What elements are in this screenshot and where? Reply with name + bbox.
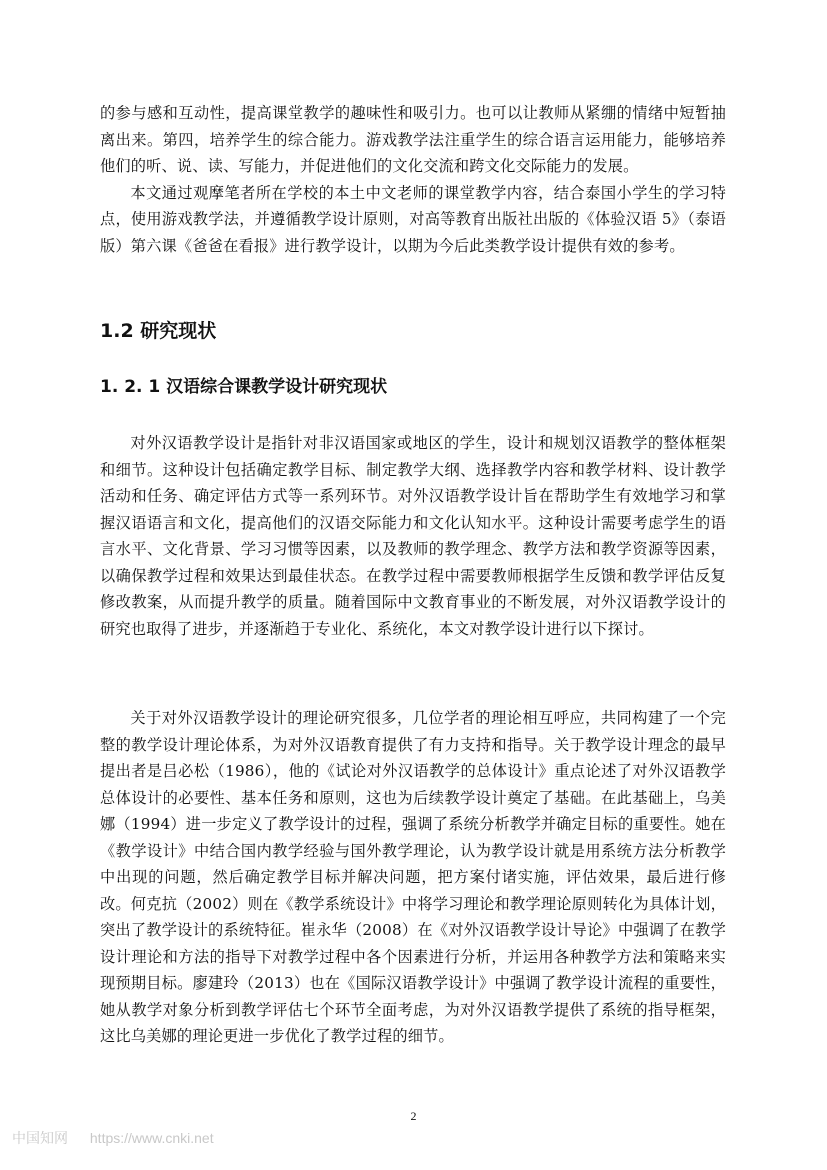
intro-paragraph: 本文通过观摩笔者所在学校的本土中文老师的课堂教学内容，结合泰国小学生的学习特点，使用游戏教学法，并遵循教学设计原则，对高等教育出版社出版的《体验汉语 5》（泰语版）第六课《爸爸在看报》进行教学设计，以期为今后此类教学设计提供有效的参考。 — [100, 183, 726, 255]
section-heading: 1.2 研究现状 — [100, 320, 217, 342]
intro-block — [100, 100, 726, 259]
body-paragraph-2-block — [100, 705, 726, 1050]
page-number: 2 — [410, 1109, 417, 1123]
body-paragraph-2: 关于对外汉语教学设计的理论研究很多，几位学者的理论相互呼应，共同构建了一个完整的教学设计理论体系，为对外汉语教育提供了有力支持和指导。关于教学设计理念的最早提出者是吕必松（1986），他的《试论对外汉语教学的总体设计》重点论述了对外汉语教学总体设计的必要性、基本任务和原则，这也为后续教学设计奠定了基础。在此基础上，乌美娜（1994）进一步定义了教学设计的过程，强调了系统分析教学并确定目标的重要性。她在《教学设计》中结合国内教学经验与国外教学理论，认为教学设计就是用系统方法分析教学中出现的问题，然后确定教学目标并解决问题，把方案付诸实施，评估效果，最后进行修改。何克抗（2002）则在《教学系统设计》中将学习理论和教学理论原则转化为具体计划，突出了教学设计的系统特征。崔永华（2008）在《对外汉语教学设计导论》中强调了在教学设计理论和方法的指导下对教学过程中各个因素进行分析，并运用各种教学方法和策略来实现预期目标。廖建玲（2013）也在《国际汉语教学设计》中强调了教学设计流程的重要性，她从教学对象分析到教学评估七个环节全面考虑，为对外汉语教学提供了系统的指导框架，这比乌美娜的理论更进一步优化了教学过程的细节。 — [100, 709, 726, 1045]
body-paragraph-1-block — [100, 430, 726, 642]
intro-continuation-paragraph: 的参与感和互动性，提高课堂教学的趣味性和吸引力。也可以让教师从紧绷的情绪中短暂抽离出来。第四，培养学生的综合能力。游戏教学法注重学生的综合语言运用能力，能够培养他们的听、说、读、写能力，并促进他们的文化交流和跨文化交际能力的发展。 — [100, 104, 726, 175]
cnki-watermark — [12, 1128, 232, 1148]
subsection-heading: 1. 2. 1 汉语综合课教学设计研究现状 — [100, 377, 388, 397]
watermark-brand: 中国知网 — [12, 1130, 68, 1146]
watermark-url: https://www.cnki.net — [89, 1130, 214, 1146]
body-paragraph-1: 对外汉语教学设计是指针对非汉语国家或地区的学生，设计和规划汉语教学的整体框架和细节。这种设计包括确定教学目标、制定教学大纲、选择教学内容和教学材料、设计教学活动和任务、确定评估方式等一系列环节。对外汉语教学设计旨在帮助学生有效地学习和掌握汉语语言和文化，提高他们的汉语交际能力和文化认知水平。这种设计需要考虑学生的语言水平、文化背景、学习习惯等因素，以及教师的教学理念、教学方法和教学资源等因素，以确保教学过程和效果达到最佳状态。在教学过程中需要教师根据学生反馈和教学评估反复修改教案，从而提升教学的质量。随着国际中文教育事业的不断发展，对外汉语教学设计的研究也取得了进步，并逐渐趋于专业化、系统化，本文对教学设计进行以下探讨。 — [100, 434, 726, 638]
